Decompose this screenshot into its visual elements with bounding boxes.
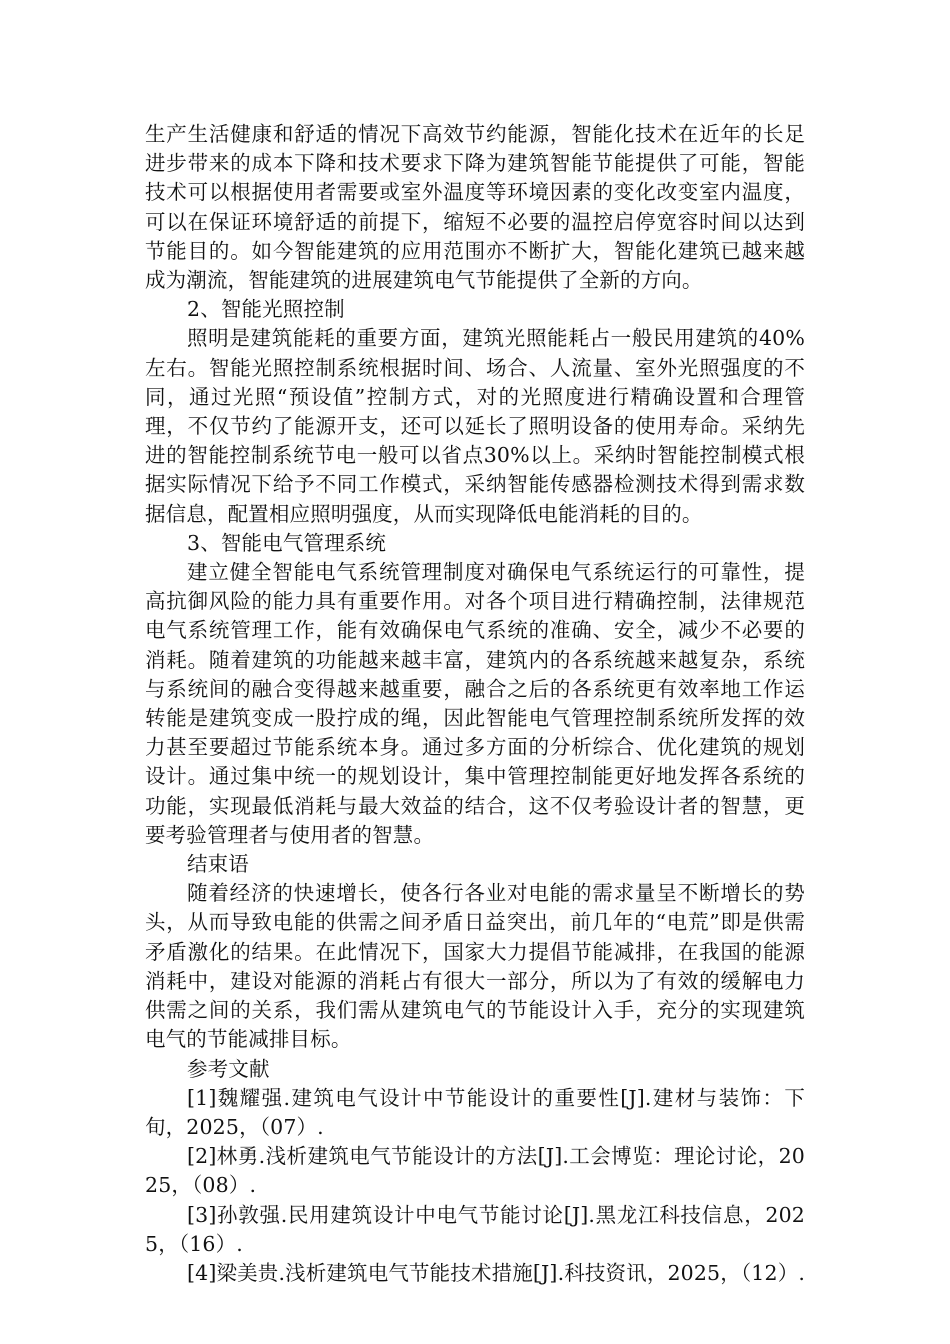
conclusion-heading: 结束语 [187, 852, 249, 877]
reference-item: [4]梁美贵.浅析建筑电气节能技术措施[J].科技资讯，2025，（12）. [187, 1260, 806, 1285]
section-heading: 2、智能光照控制 [187, 297, 345, 322]
body-paragraph: 随着经济的快速增长，使各行各业对电能的需求量呈不断增长的势头，从而导致电能的供需之间矛盾日益突出，前几年的“电荒”即是供需矛盾激化的结果。在此情况下，国家大力提倡节能减排，在我国的能源消耗中，建设对能源的消耗占有很大一部分，所以为了有效的缓解电力供需之间的关系，我们需从建筑电气的节能设计入手，充分的实现建筑电气的节能减排目标。 [145, 881, 805, 1052]
body-paragraph: 照明是建筑能耗的重要方面，建筑光照能耗占一般民用建筑的40%左右。智能光照控制系统根据时间、场合、人流量、室外光照强度的不同，通过光照“预设值”控制方式，对的光照度进行精确设置和合理管理，不仅节约了能源开支，还可以延长了照明设备的使用寿命。采纳先进的智能控制系统节电一般可以省点30%以上。采纳时智能控制模式根据实际情况下给予不同工作模式，采纳智能传感器检测技术得到需求数据信息，配置相应照明强度，从而实现降低电能消耗的目的。 [145, 326, 805, 526]
body-paragraph: 生产生活健康和舒适的情况下高效节约能源，智能化技术在近年的长足进步带来的成本下降和技术要求下降为建筑智能节能提供了可能，智能技术可以根据使用者需要或室外温度等环境因素的变化改变室内温度，可以在保证环境舒适的前提下，缩短不必要的温控启停宽容时间以达到节能目的。如今智能建筑的应用范围亦不断扩大，智能化建筑已越来越成为潮流，智能建筑的进展建筑电气节能提供了全新的方向。 [145, 122, 805, 293]
reference-item: [2]林勇.浅析建筑电气节能设计的方法[J].工会博览：理论讨论，2025，（08）. [145, 1144, 805, 1198]
reference-item: [1]魏耀强.建筑电气设计中节能设计的重要性[J].建材与装饰：下旬，2025，（07）. [145, 1085, 805, 1139]
body-paragraph: 建立健全智能电气系统管理制度对确保电气系统运行的可靠性，提高抗御风险的能力具有重要作用。对各个项目进行精确控制，法律规范电气系统管理工作，能有效确保电气系统的准确、安全，减少不必要的消耗。随着建筑的功能越来越丰富，建筑内的各系统越来越复杂，系统与系统间的融合变得越来越重要，融合之后的各系统更有效率地工作运转能是建筑变成一股拧成的绳，因此智能电气管理控制系统所发挥的效力甚至要超过节能系统本身。通过多方面的分析综合、优化建筑的规划设计。通过集中统一的规划设计，集中管理控制能更好地发挥各系统的功能，实现最低消耗与最大效益的结合，这不仅考验设计者的智慧，更要考验管理者与使用者的智慧。 [145, 560, 805, 847]
section-heading: 3、智能电气管理系统 [187, 530, 387, 555]
document-page [145, 120, 805, 1288]
reference-item: [3]孙敦强.民用建筑设计中电气节能讨论[J].黑龙江科技信息，2025，（16）. [145, 1202, 805, 1256]
references-heading: 参考文献 [187, 1056, 270, 1081]
